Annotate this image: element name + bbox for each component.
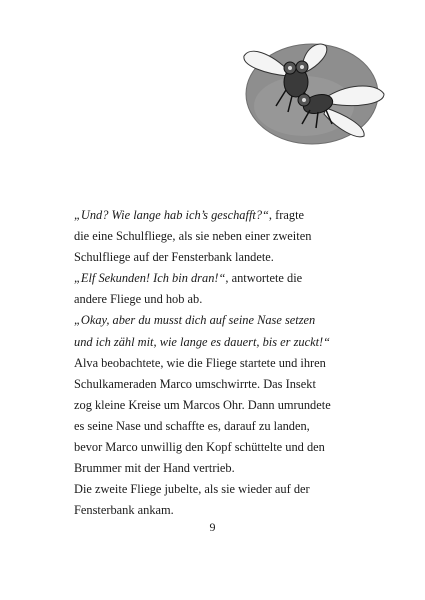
text-line	[74, 268, 374, 289]
narration-text: Schulfliege auf der Fensterbank landete.	[74, 250, 274, 265]
narration-text: Fensterbank ankam.	[74, 503, 174, 518]
italic-speech: „Okay, aber du musst dich auf seine Nase setzen	[74, 313, 316, 328]
text-line	[74, 395, 374, 416]
story-text	[74, 205, 374, 521]
narration-text: , antwortete die	[225, 271, 303, 286]
text-line	[74, 289, 374, 310]
narration-text: Alva beobachtete, wie die Fliege startete und ihren	[74, 355, 326, 370]
text-line	[74, 458, 374, 479]
text-line	[74, 332, 374, 353]
narration-text: zog kleine Kreise um Marcos Ohr. Dann umrundete	[74, 397, 331, 412]
text-line	[74, 374, 374, 395]
narration-text: die eine Schulfliege, als sie neben einer zweiten	[74, 229, 312, 244]
narration-text: Schulkameraden Marco umschwirrte. Das Insekt	[74, 376, 316, 391]
narration-text: andere Fliege und hob ab.	[74, 292, 203, 307]
flies-icon	[232, 40, 392, 145]
narration-text: es seine Nase und schaffte es, darauf zu landen,	[74, 418, 310, 433]
text-line	[74, 226, 374, 247]
text-line	[74, 205, 374, 226]
narration-text: Brummer mit der Hand vertrieb.	[74, 461, 235, 476]
text-line	[74, 353, 374, 374]
italic-speech: „Und? Wie lange hab ich’s geschafft?“	[74, 208, 269, 222]
italic-speech: „Elf Sekunden! Ich bin dran!“	[74, 271, 226, 286]
page-number: 9	[209, 520, 216, 534]
text-line	[74, 500, 374, 521]
narration-text: , fragte	[268, 208, 305, 222]
text-line	[74, 416, 374, 437]
narration-text: Die zweite Fliege jubelte, als sie wieder auf der	[74, 482, 310, 497]
text-line	[74, 437, 374, 458]
text-line	[74, 310, 374, 331]
two-flies-illustration	[232, 40, 392, 145]
text-line	[74, 479, 374, 500]
text-line	[74, 247, 374, 268]
narration-text: bevor Marco unwillig den Kopf schüttelte und den	[74, 440, 325, 455]
italic-speech: und ich zähl mit, wie lange es dauert, bis er zuckt!“	[74, 334, 331, 349]
